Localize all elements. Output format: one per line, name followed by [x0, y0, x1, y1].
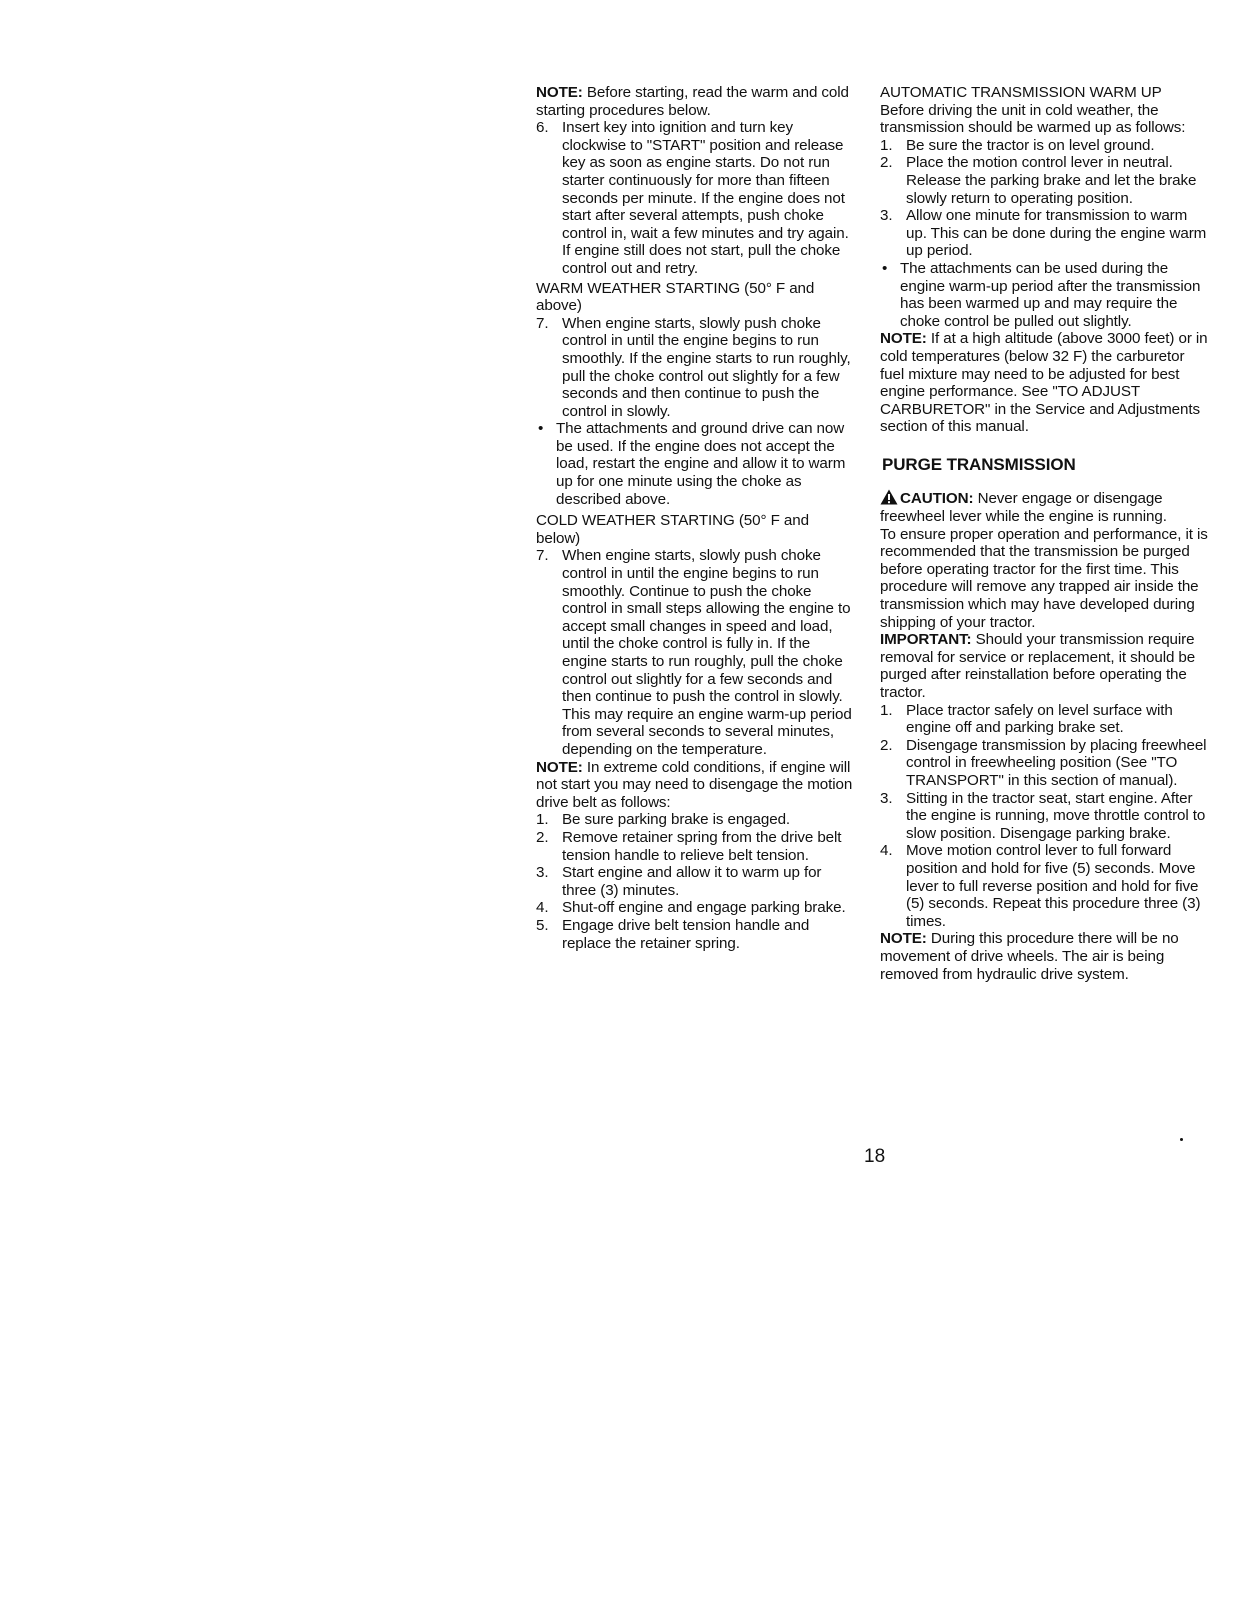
step-number: 1.: [880, 701, 893, 719]
warning-triangle-icon: [880, 489, 898, 505]
warm-bullet: [536, 420, 854, 508]
note-label: NOTE:: [536, 84, 583, 101]
step-text: Place tractor safely on level surface with engine off and parking brake set.: [906, 701, 1173, 737]
auto-transmission-heading: AUTOMATIC TRANSMISSION WARM UP: [880, 84, 1162, 101]
right-column: [880, 84, 1210, 983]
cold-step-1: [536, 811, 854, 829]
step-text: When engine starts, slowly push choke control in until the engine begins to run smoothly. Continue to push the choke control in small steps allowing the engine to accept small changes in speed and load, until the choke control is fully in. If the engine starts to run roughly, pull the choke control out slightly for a few seconds and then continue to push the control in slowly. This may require an engine warm-up period from several seconds to several minutes, depending on the temperature.: [562, 547, 852, 758]
note-text: In extreme cold conditions, if engine will not start you may need to disengage the motion drive belt as follows:: [536, 758, 853, 811]
warm-weather-heading: WARM WEATHER STARTING (50° F and above): [536, 279, 815, 315]
step-number: 4.: [880, 842, 893, 860]
caution-note: [880, 489, 1210, 525]
purge-transmission-heading: PURGE TRANSMISSION: [882, 454, 1076, 474]
caution-text: Never engage or disengage freewheel lever while the engine is running.: [880, 490, 1167, 526]
important-text: Should your transmission require removal for service or replacement, it should be purged after reinstallation before operating the tractor.: [880, 631, 1196, 701]
step-number: 2.: [536, 828, 549, 846]
step-number: 2.: [880, 736, 893, 754]
step-text: Engage drive belt tension handle and replace the retainer spring.: [562, 916, 810, 952]
cold-step-3: [536, 864, 854, 899]
bullet-icon: •: [882, 259, 888, 277]
step-text: Allow one minute for transmission to warm up. This can be done during the engine warm up period.: [906, 207, 1207, 260]
caution-label: CAUTION:: [900, 490, 974, 508]
auto-transmission-intro: Before driving the unit in cold weather, the transmission should be warmed up as follows:: [880, 101, 1186, 137]
note-text: If at a high altitude (above 3000 feet) or in cold temperatures (below 32 F) the carburetor fuel mixture may need to be adjusted for best engine performance. See "TO ADJUST CARBURETOR" in the Service and Adjustments section of this manual.: [880, 330, 1208, 436]
step-number: 1.: [536, 811, 549, 829]
step-text: Insert key into ignition and turn key clockwise to "START" position and release key as soon as engine starts. Do not run starter continuously for more than fifteen seconds per minute. If the engine does not start after several attempts, push choke control in, wait a few minutes and try again. If engine still does not start, pull the choke control out and retry.: [562, 119, 849, 277]
step-text: Shut-off engine and engage parking brake.: [562, 899, 846, 917]
cold-step-4: [536, 899, 854, 917]
purge-step-4: [880, 842, 1210, 930]
cold-weather-heading: COLD WEATHER STARTING (50° F and below): [536, 512, 809, 547]
warm-step-7: [536, 315, 854, 421]
step-number: 6.: [536, 119, 549, 137]
step-text: Move motion control lever to full forward position and hold for five (5) seconds. Move lever to full reverse position and hold for five (5) seconds. Repeat this procedure three (3) times.: [906, 842, 1201, 930]
step-number: 4.: [536, 899, 549, 917]
step-number: 2.: [880, 154, 893, 172]
step-number: 7.: [536, 547, 549, 565]
step-text: Place the motion control lever in neutral. Release the parking brake and let the brake slowly return to operating position.: [906, 154, 1197, 207]
important-label: IMPORTANT:: [880, 631, 972, 649]
cold-step-5: [536, 917, 854, 952]
note-text: During this procedure there will be no movement of drive wheels. The air is being removed from hydraulic drive system.: [880, 930, 1179, 983]
auto-step-2: [880, 154, 1210, 207]
step-text: Disengage transmission by placing freewheel control in freewheeling position (See "TO TRANSPORT" in this section of manual).: [906, 736, 1207, 789]
page-number: 18: [864, 1146, 886, 1167]
step-number: 5.: [536, 916, 549, 934]
note-label: NOTE:: [880, 930, 927, 948]
note-label: NOTE:: [536, 758, 583, 776]
stray-dot: [1180, 1138, 1183, 1141]
step-text: Be sure parking brake is engaged.: [562, 811, 791, 829]
step-number: 3.: [880, 207, 893, 225]
step-number: 7.: [536, 314, 549, 332]
note-text: Before starting, read the warm and cold starting procedures below.: [536, 84, 849, 119]
purge-intro: To ensure proper operation and performance, it is recommended that the transmission be purged before operating tractor for the first time. This procedure will remove any trapped air inside the transmission which may have developed during shipping of your tractor.: [880, 525, 1208, 631]
bullet-icon: •: [538, 420, 544, 438]
purge-step-2: [880, 737, 1210, 790]
auto-bullet: [880, 260, 1210, 330]
step-6: [536, 119, 854, 277]
step-text: When engine starts, slowly push choke control in until the engine begins to run smoothly. If the engine starts to run roughly, pull the choke control out slightly for a few seconds and then continue to push the control in slowly.: [562, 314, 851, 420]
note-extreme-cold: [536, 759, 854, 812]
bullet-text: The attachments can be used during the engine warm-up period after the transmission has been warmed up and may require the choke control be pulled out slightly.: [900, 259, 1201, 330]
step-number: 1.: [880, 136, 893, 154]
cold-step-2: [536, 829, 854, 864]
note-label: NOTE:: [880, 330, 927, 348]
step-number: 3.: [880, 789, 893, 807]
auto-step-3: [880, 207, 1210, 260]
step-text: Remove retainer spring from the drive belt tension handle to relieve belt tension.: [562, 828, 842, 864]
step-number: 3.: [536, 864, 549, 882]
note-drive-wheels: [880, 930, 1210, 983]
important-note: [880, 631, 1210, 701]
step-text: Start engine and allow it to warm up for three (3) minutes.: [562, 864, 822, 899]
note-altitude: [880, 330, 1210, 436]
step-text: Sitting in the tractor seat, start engine. After the engine is running, move throttle control to slow position. Disengage parking brake.: [906, 789, 1206, 842]
bullet-text: The attachments and ground drive can now be used. If the engine does not accept the load, restart the engine and allow it to warm up for one minute using the choke as described above.: [556, 420, 846, 508]
left-column: [536, 84, 854, 952]
purge-step-1: [880, 702, 1210, 737]
purge-step-3: [880, 790, 1210, 843]
cold-step-7: [536, 547, 854, 758]
auto-step-1: [880, 137, 1210, 155]
note-starting: [536, 84, 854, 119]
step-text: Be sure the tractor is on level ground.: [906, 136, 1155, 154]
